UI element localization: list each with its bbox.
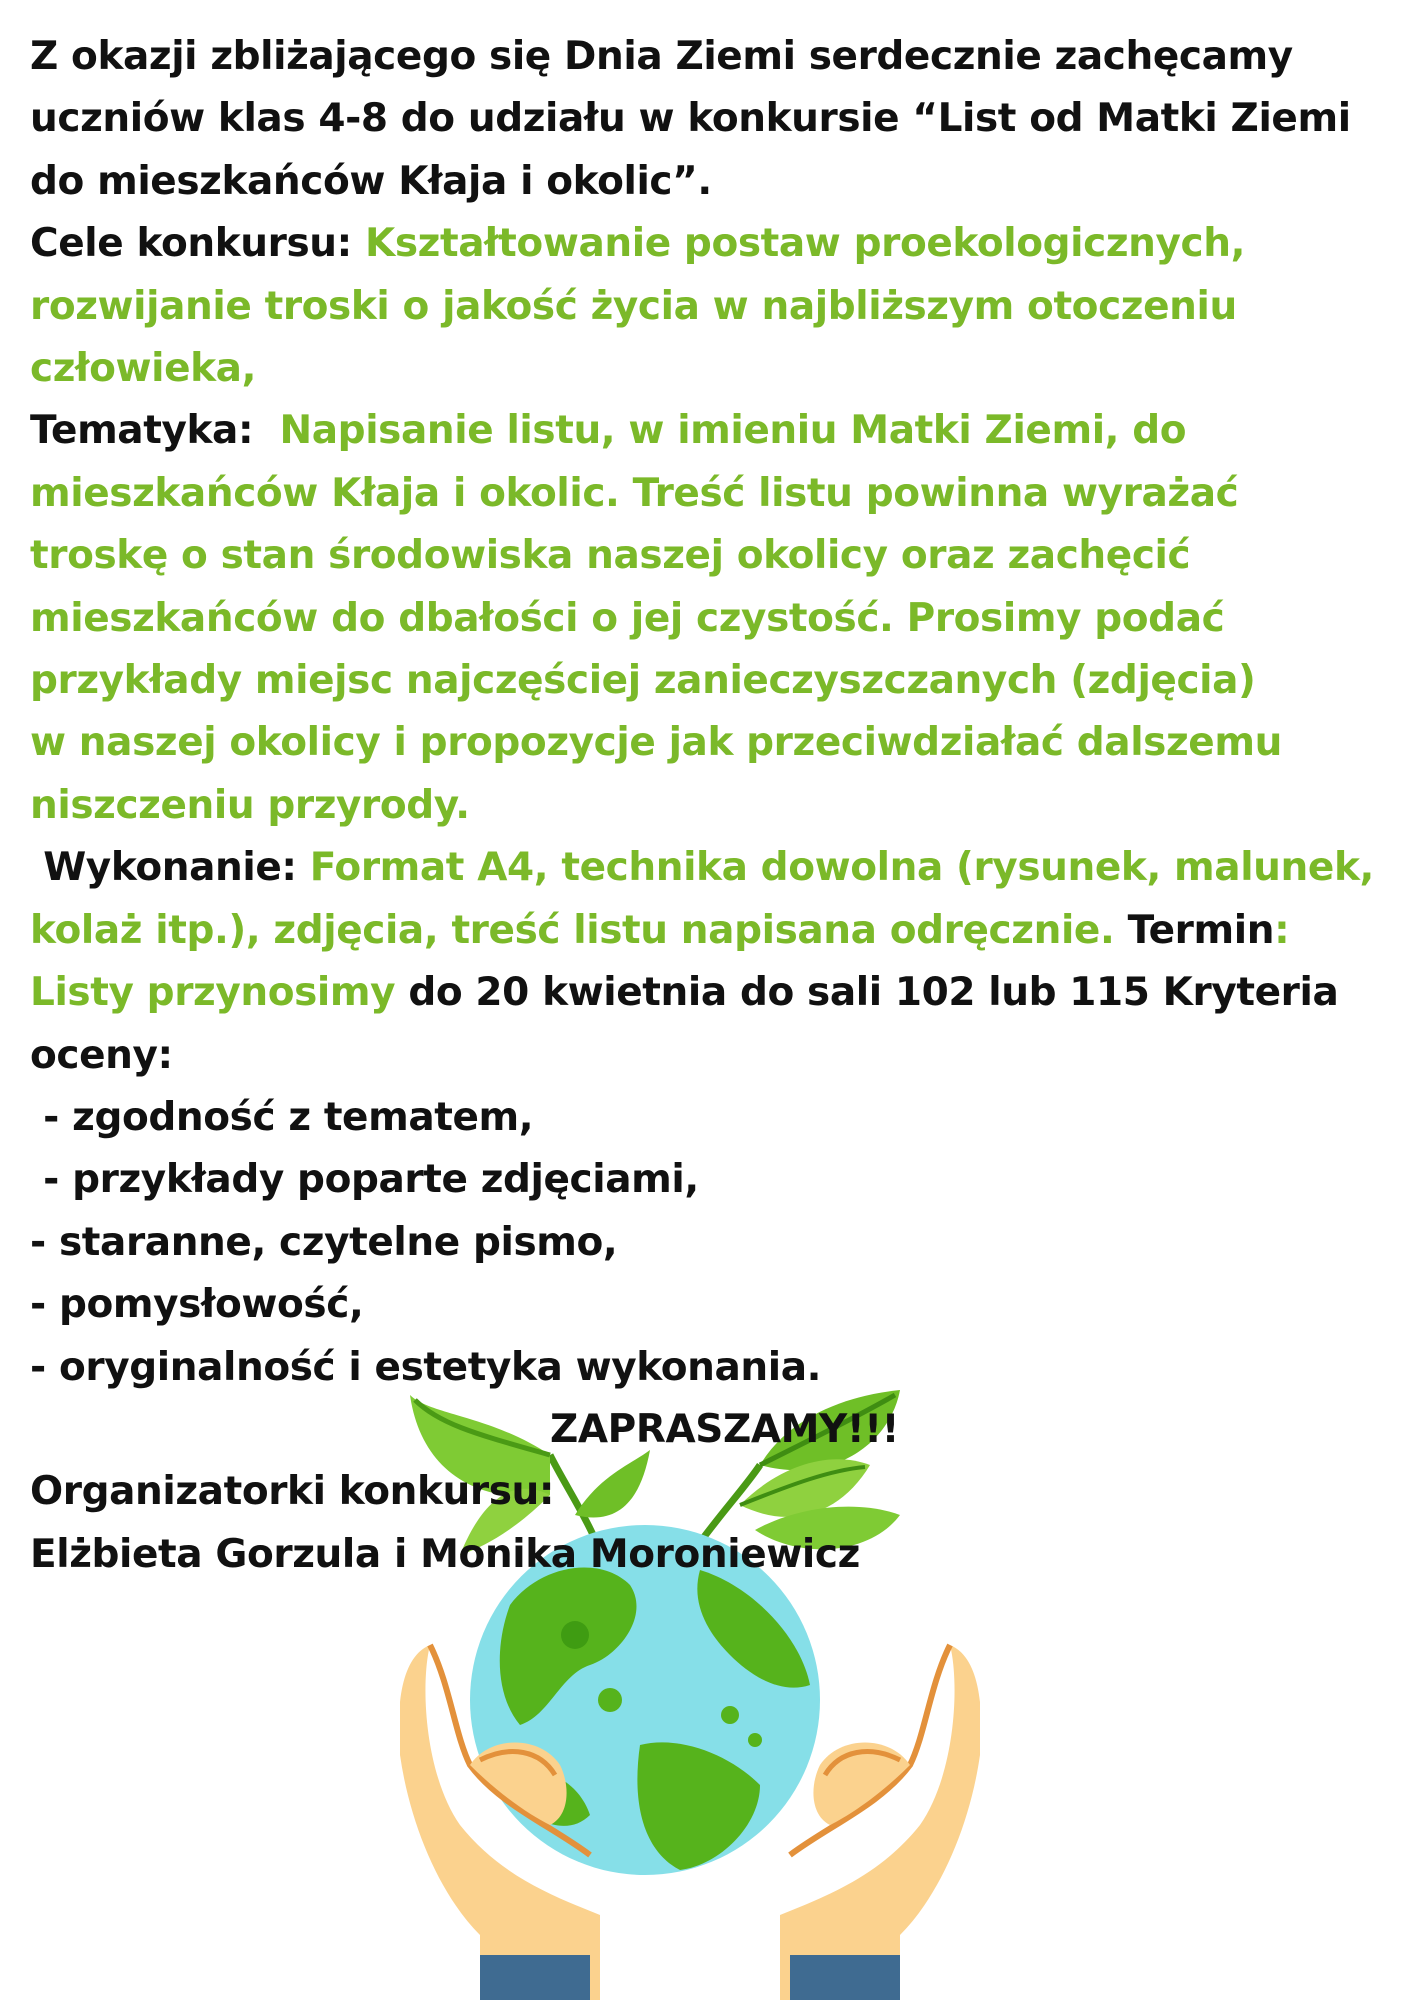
term-line-1: [30, 962, 1410, 1024]
term-rest-text: do 20 kwietnia do sali 102 lub 115 Kryteria: [408, 970, 1339, 1016]
announcement-text: [30, 26, 1410, 1586]
intro-line-1: Z okazji zbliżającego się Dnia Ziemi serdecznie zachęcamy: [30, 34, 1293, 79]
criteria-item-4: - pomysłowość,: [30, 1282, 364, 1328]
invite-line: [30, 1399, 1410, 1461]
criteria-item-1: - zgodność z tematem,: [30, 1094, 534, 1140]
organizers-label: Organizatorki konkursu:: [30, 1469, 555, 1515]
goals-line-3: człowieka,: [30, 346, 257, 392]
intro-line-3: do mieszkańców Kłaja i okolic”.: [30, 158, 712, 204]
intro-line-2: uczniów klas 4-8 do udziału w konkursie “List od Matki Ziemi: [30, 96, 1351, 142]
execution-text-2: kolaż itp.), zdjęcia, treść listu napisana odręcznie.: [30, 907, 1115, 953]
organizers-names: Elżbieta Gorzula i Monika Moroniewicz: [30, 1531, 860, 1577]
term-line-2: oceny:: [30, 1032, 173, 1078]
term-label: Termin: [1127, 907, 1275, 953]
goals-label: Cele konkursu:: [30, 221, 352, 267]
term-green-text: Listy przynosimy: [30, 970, 396, 1016]
topic-label: Tematyka:: [30, 408, 254, 454]
topic-line-7: niszczeniu przyrody.: [30, 782, 470, 828]
execution-label: Wykonanie:: [43, 845, 297, 891]
execution-text-1: Format A4, technika dowolna (rysunek, malunek,: [309, 845, 1374, 891]
execution-line-2: [30, 900, 1410, 962]
topic-text-1: Napisanie listu, w imieniu Matki Ziemi, do: [279, 408, 1187, 454]
execution-line-1: [30, 837, 1410, 899]
goals-line-2: rozwijanie troski o jakość życia w najbliższym otoczeniu: [30, 283, 1237, 329]
topic-line-4: mieszkańców do dbałości o jej czystość. Prosimy podać: [30, 595, 1225, 641]
topic-line-3: troskę o stan środowiska naszej okolicy oraz zachęcić: [30, 533, 1191, 579]
invite-text: ZAPRASZAMY!!!: [550, 1406, 900, 1452]
term-colon: :: [1274, 907, 1290, 953]
criteria-item-5: - oryginalność i estetyka wykonania.: [30, 1344, 822, 1390]
topic-line-1: [30, 400, 1410, 462]
goals-line-1: [30, 213, 1410, 275]
topic-line-5: przykłady miejsc najczęściej zanieczyszczanych (zdjęcia): [30, 658, 1256, 704]
goals-text-1: Kształtowanie postaw proekologicznych,: [365, 221, 1246, 267]
criteria-item-3: - staranne, czytelne pismo,: [30, 1219, 618, 1265]
topic-line-2: mieszkańców Kłaja i okolic. Treść listu powinna wyrażać: [30, 470, 1239, 516]
topic-line-6: w naszej okolicy i propozycje jak przeciwdziałać dalszemu: [30, 720, 1282, 766]
criteria-item-2: - przykłady poparte zdjęciami,: [30, 1157, 699, 1203]
